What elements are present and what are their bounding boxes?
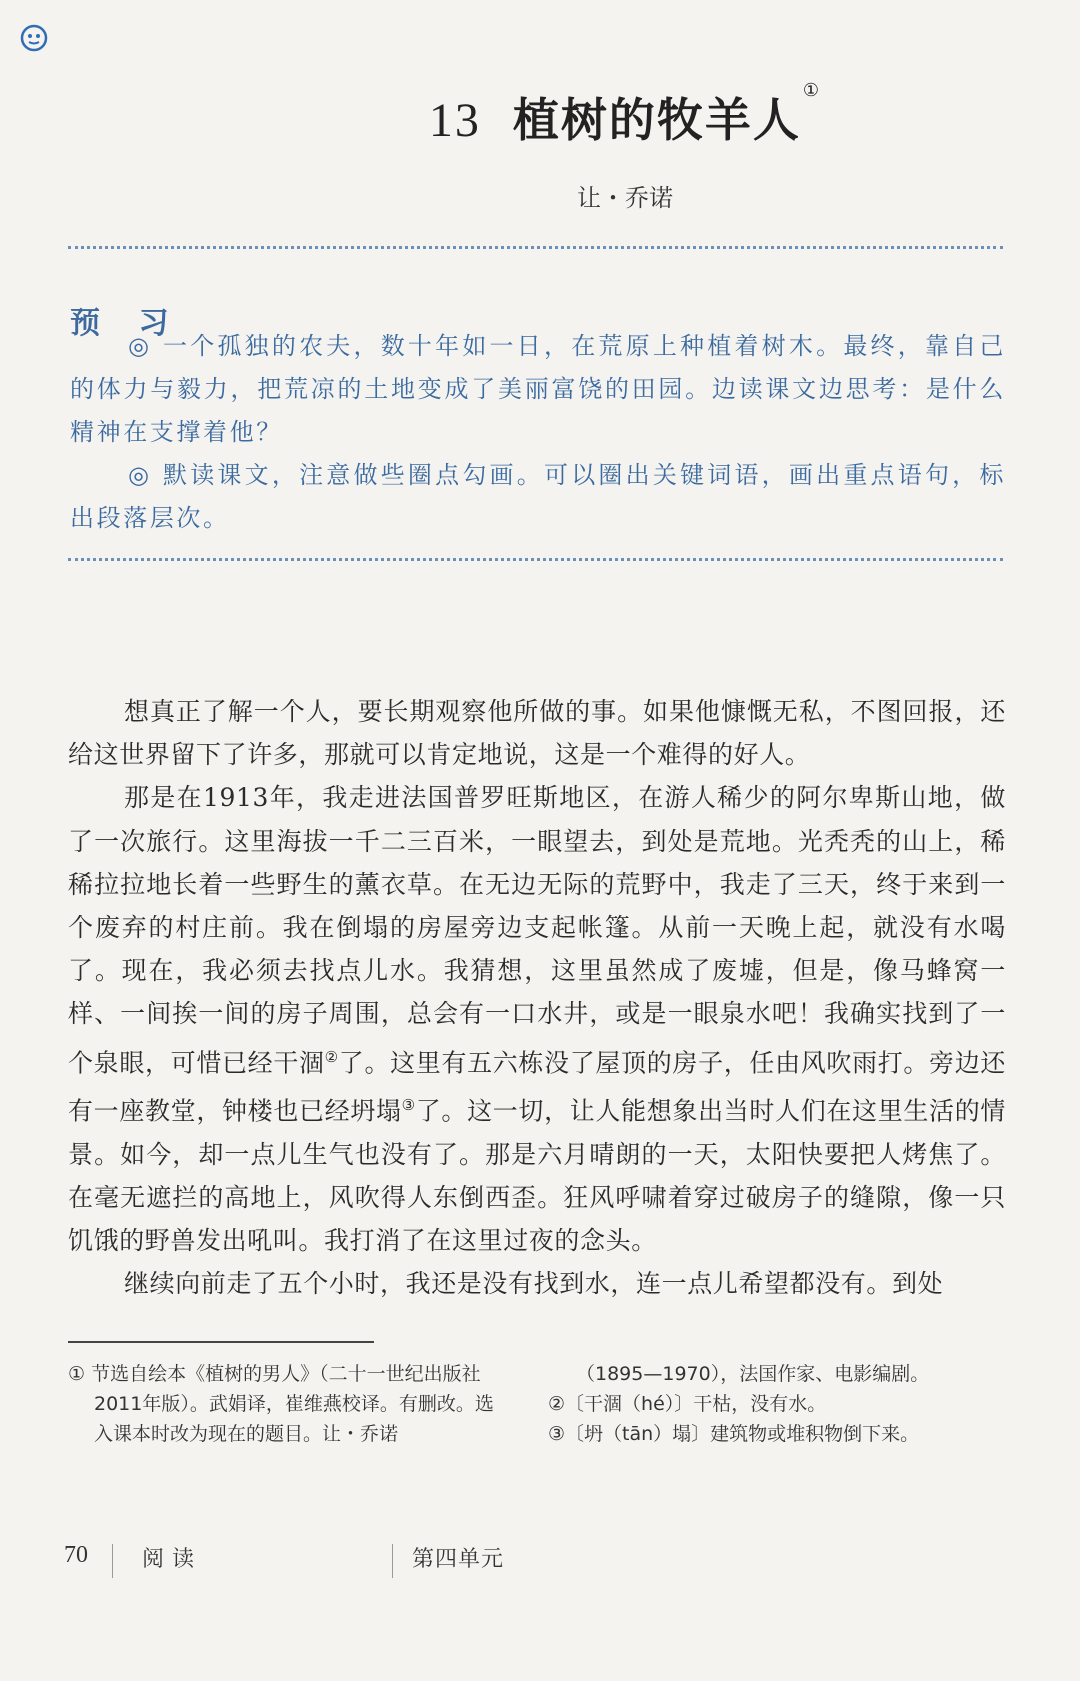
footnote-1: ① 节选自绘本《植树的男人》（二十一世纪出版社2011年版）。武娟译，崔维燕校译。有删改。选入课本时改为现在的题目。让・乔诺 [68,1363,494,1445]
lesson-title-text: 植树的牧羊人 [512,93,801,147]
preview-paragraph-2: ◎ 默读课文，注意做些圈点勾画。可以圈出关键词语，画出重点语句，标出段落层次。 [70,461,1006,532]
footer-section-label: 阅读 [142,1547,203,1572]
title-footnote-marker: ① [802,80,822,101]
lesson-body [68,690,1006,1306]
preview-heading: 预 习 [70,306,183,341]
footer-separator-1 [112,1544,113,1578]
page-number: 70 [64,1542,88,1568]
body-paragraph-2-part-1: 那是在1913年，我走进法国普罗旺斯地区，在游人稀少的阿尔卑斯山地，做了一次旅行。这里海拔一千二三百米，一眼望去，到处是荒地。光秃秃的山上，稀稀拉拉地长着一些野生的薰衣草。在无边无际的荒野中，我走了三天，终于来到一个废弃的村庄前。我在倒塌的房屋旁边支起帐篷。从前一天晚上起，就没有水喝了。现在，我必须去找点儿水。我猜想，这里虽然成了废墟，但是，像马蜂窝一样、一间挨一间的房子周围，总会有一口水井，或是一眼泉水吧！我确实找到了一个泉眼，可惜已经干涸 [68,783,1006,1077]
footnote-3: ③〔坍（tān）塌〕建筑物或堆积物倒下来。 [548,1423,920,1445]
body-paragraph-2 [68,776,1006,1262]
lesson-number: 13 [428,94,481,147]
author-name: 让・乔诺 [577,184,673,212]
preview-bottom-divider [68,558,1003,561]
preview-top-divider [68,246,1003,249]
footer-unit-label: 第四单元 [412,1547,505,1572]
smiley-face-icon [20,24,48,52]
footnotes-right-column [548,1359,1018,1449]
footnote-1-continued: （1895—1970），法国作家、电影编剧。 [576,1363,930,1385]
body-paragraph-2-part-2: 了。这里有五六栋没了屋顶的房子，任由风吹雨打。旁边还有一座教堂，钟楼也已经坍塌 [68,1047,1006,1126]
footnotes-left-column [68,1359,508,1449]
footnote-2: ②〔干涸（hé）〕干枯，没有水。 [548,1393,827,1415]
body-paragraph-1: 想真正了解一个人，要长期观察他所做的事。如果他慷慨无私，不图回报，还给这世界留下了许多，那就可以肯定地说，这是一个难得的好人。 [68,697,1006,770]
body-paragraph-2-part-3: 了。这一切，让人能想象出当时人们在这里生活的情景。如今，却一点儿生气也没有了。那是六月晴朗的一天，太阳快要把人烤焦了。在毫无遮拦的高地上，风吹得人东倒西歪。狂风呼啸着穿过破房子的缝隙，像一只饥饿的野兽发出吼叫。我打消了在这里过夜的念头。 [68,1096,1006,1256]
footnote-divider [68,1341,374,1343]
body-paragraph-3: 继续向前走了五个小时，我还是没有找到水，连一点儿希望都没有。到处 [124,1269,944,1299]
footer-separator-2 [392,1544,393,1578]
preview-paragraph-1: ◎ 一个孤独的农夫，数十年如一日，在荒原上种植着树木。最终，靠自己的体力与毅力，把荒凉的土地变成了美丽富饶的田园。边读课文边思考：是什么精神在支撑着他？ [70,332,1006,446]
footnote-marker-3: ③ [401,1096,416,1115]
lesson-title [300,80,950,150]
footnote-marker-2: ② [324,1047,339,1066]
